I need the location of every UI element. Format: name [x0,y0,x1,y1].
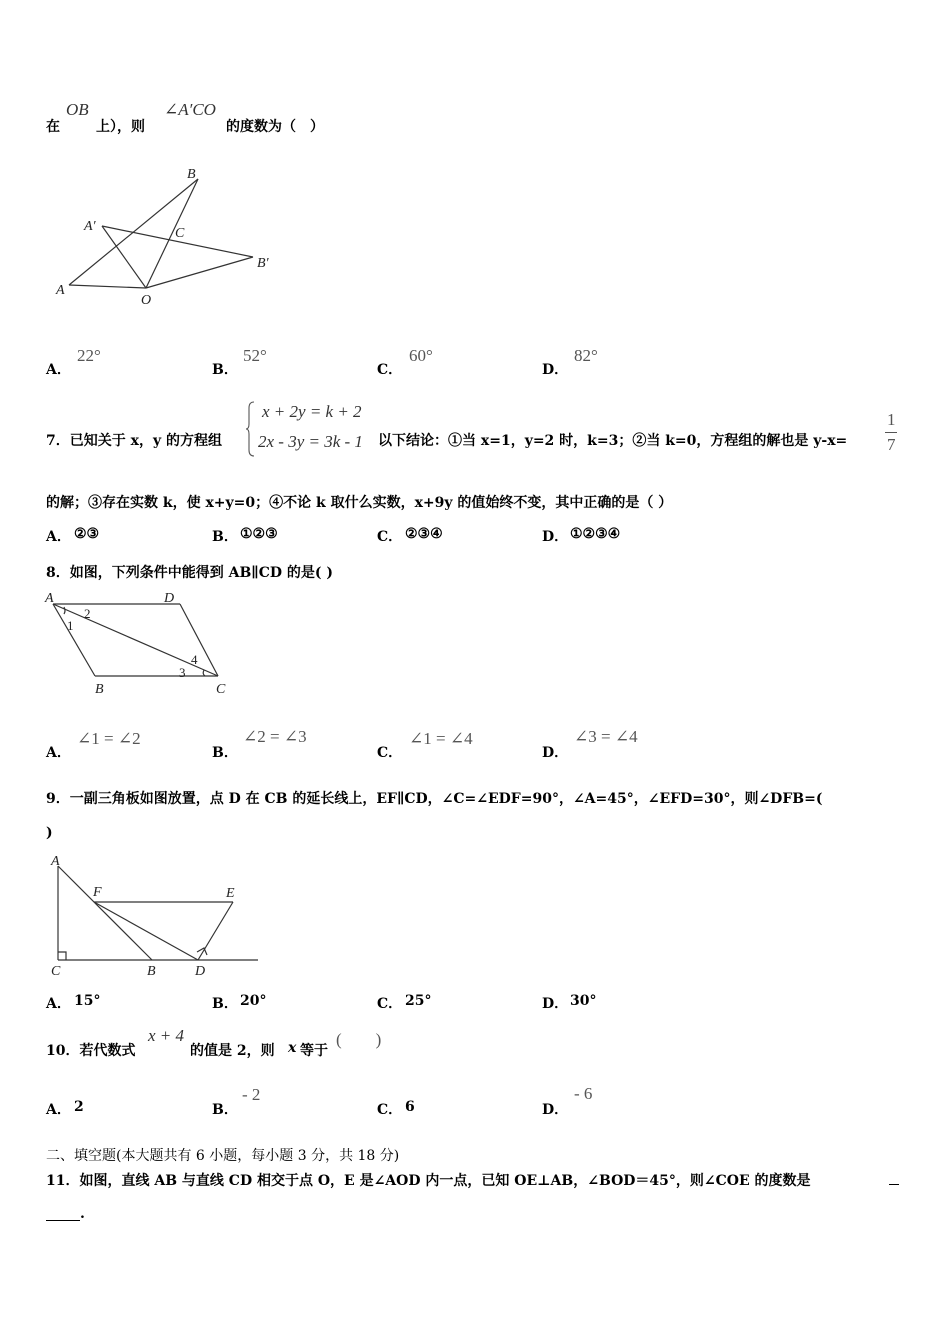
q9-label-f: F [93,885,102,900]
q7-system-brace [246,400,256,458]
q9-segment-fd [94,902,198,960]
q9-option-b-value: 20° [240,993,267,1009]
q7-option-b-value: ①②③ [240,526,278,542]
q6-option-c-letter[interactable]: C． [377,362,403,378]
q7-equation-2: 2x - 3y = 3k - 1 [258,432,363,451]
section-2-heading: 二、填空题(本大题共有 6 小题，每小题 3 分，共 18 分) [46,1148,400,1164]
q6-label-b-prime: B′ [257,256,269,271]
q10-option-c-letter[interactable]: C． [377,1102,403,1118]
q8-angle-4: 4 [191,652,198,667]
q9-segment-ed [198,902,233,960]
q8-option-d-letter[interactable]: D． [542,745,569,761]
q6-segment-ob-prime [146,257,253,288]
q8-figure [40,586,240,698]
q8-label-b: B [95,682,104,697]
q7-option-d-letter[interactable]: D． [542,529,569,545]
q10-answer-paren: ( ) [336,1030,382,1049]
q6-angle-math: ∠A′CO [164,100,216,119]
q8-angle-arc-c [203,670,205,676]
q6-mid: 上），则 [96,119,145,135]
q6-option-d-value: 82° [574,346,598,365]
q7-option-a-value: ②③ [74,526,100,542]
q6-suffix: 的度数为（ ） [226,119,324,135]
q11-answer-blank[interactable] [46,1208,80,1221]
q10-expression: x + 4 [148,1026,185,1045]
q9-label-a: A [51,854,60,869]
q7-option-c-letter[interactable]: C． [377,529,403,545]
q9-option-c-value: 25° [405,993,432,1009]
q9-option-c-letter[interactable]: C． [377,996,403,1012]
q6-prefix: 在 [46,119,60,135]
q7-fraction-numerator: 1 [887,410,896,429]
q9-label-e: E [226,886,235,901]
q8-option-a-letter[interactable]: A． [46,745,71,761]
q8-angle-arc-a [64,607,65,614]
q6-label-a-prime: A′ [84,219,96,234]
q9-stem: 9．一副三角板如图放置，点 D 在 CB 的延长线上，EF∥CD，∠C=∠EDF=90°，∠A=45°，∠EFD=30°，则∠DFB=( [46,791,823,807]
q6-segment-a-prime-o [102,226,146,288]
q8-angle-1: 1 [67,618,74,633]
q6-ob-math: OB [66,100,89,119]
q6-segment-ao [69,285,146,288]
q7-fraction-bar [885,432,897,433]
q8-option-b-value: ∠2 = ∠3 [243,727,307,746]
q10-option-d-letter[interactable]: D． [542,1102,569,1118]
q6-option-b-letter[interactable]: B． [212,362,238,378]
q7-conclusions: 以下结论：①当 x=1，y=2 时，k=3；②当 k=0，方程组的解也是 y-x= [378,433,848,449]
q11-end: . [80,1206,85,1222]
q10-variable: x [288,1040,297,1056]
q8-stem: 8．如图，下列条件中能得到 AB∥CD 的是( ) [46,565,333,581]
q9-stem-end: ) [46,825,53,841]
q7-option-c-value: ②③④ [405,526,443,542]
q8-option-a-value: ∠1 = ∠2 [77,729,141,748]
q7-equation-1: x + 2y = k + 2 [262,402,362,421]
q7-fraction-denominator: 7 [887,435,896,454]
q9-label-c: C [51,964,61,979]
q7-option-b-letter[interactable]: B． [212,529,238,545]
q10-option-b-letter[interactable]: B． [212,1102,238,1118]
q9-label-d: D [195,964,206,979]
q9-option-b-letter[interactable]: B． [212,996,238,1012]
q8-option-c-letter[interactable]: C． [377,745,403,761]
q9-figure [40,848,265,980]
q9-label-b: B [147,964,156,979]
q10-mid: 的值是 2，则 [190,1043,275,1059]
q6-option-d-letter[interactable]: D． [542,362,569,378]
q9-segment-ab [58,866,152,960]
q7-option-d-value: ①②③④ [570,526,621,542]
q8-option-b-letter[interactable]: B． [212,745,238,761]
q8-option-d-value: ∠3 = ∠4 [574,727,638,746]
q8-label-d: D [164,591,175,606]
q10-tail: 等于 [300,1043,328,1059]
q6-label-b: B [187,167,196,182]
q10-option-a-letter[interactable]: A． [46,1102,71,1118]
q8-option-c-value: ∠1 = ∠4 [409,729,473,748]
q8-label-c: C [216,682,226,697]
q6-label-o: O [141,293,152,308]
q9-option-d-letter[interactable]: D． [542,996,569,1012]
q9-right-angle-c [58,952,66,960]
q8-label-a: A [45,591,54,606]
q10-option-c-value: 6 [405,1099,415,1115]
q6-segment-bo [146,179,198,288]
q11-stem: 11．如图，直线 AB 与直线 CD 相交于点 O，E 是∠AOD 内一点，已知 OE⊥AB，∠BOD＝45°，则∠COE 的度数是 [46,1173,811,1189]
q10-option-a-value: 2 [74,1099,84,1115]
q8-segment-dc [180,604,218,676]
q10-option-b-value: - 2 [242,1085,261,1104]
q7-lead: 7．已知关于 x，y 的方程组 [46,433,222,449]
q11-answer-blank-start[interactable] [889,1172,899,1185]
q9-option-a-value: 15° [74,993,101,1009]
q7-option-a-letter[interactable]: A． [46,529,71,545]
q6-figure [40,160,300,310]
q9-option-a-letter[interactable]: A． [46,996,71,1012]
q10-lead: 10．若代数式 [46,1043,136,1059]
q8-angle-2: 2 [84,606,91,621]
q10-option-d-value: - 6 [574,1084,593,1103]
q8-angle-3: 3 [179,665,186,680]
q6-option-b-value: 52° [243,346,267,365]
q6-label-a: A [56,283,65,298]
q6-label-c: C [175,226,185,241]
q6-option-a-letter[interactable]: A． [46,362,71,378]
q9-option-d-value: 30° [570,993,597,1009]
q6-option-a-value: 22° [77,346,101,365]
q7-line-2: 的解；③存在实数 k，使 x+y=0；④不论 k 取什么实数，x+9y 的值始终不变，其中正确的是（ ） [46,495,673,511]
q6-option-c-value: 60° [409,346,433,365]
